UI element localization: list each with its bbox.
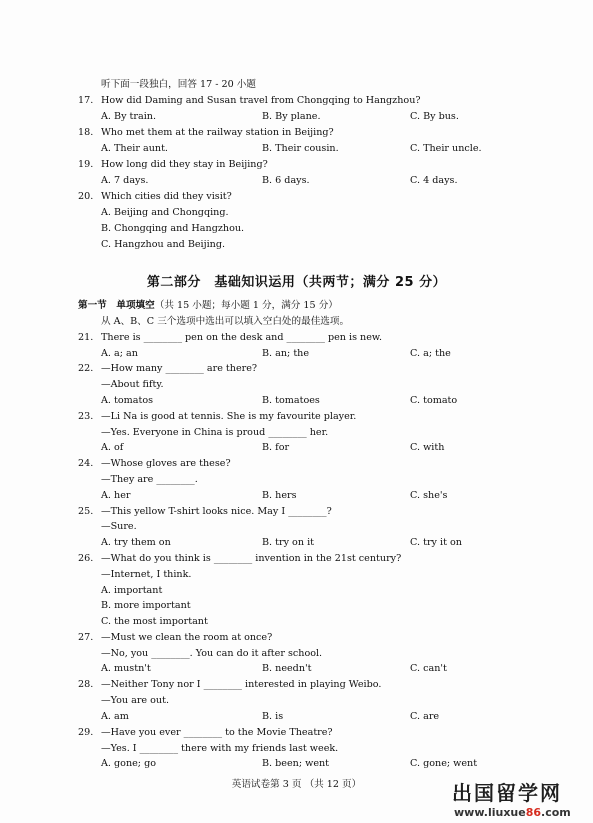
question-text: —Neither Tony nor I ________ interested in playing Weibo.: [101, 679, 382, 690]
answer-option: A. 7 days.: [101, 175, 149, 186]
answer-option: A. tomatos: [101, 395, 154, 406]
question-number: 20.: [78, 191, 94, 202]
answer-option: B. for: [262, 442, 290, 453]
question-number: 23.: [78, 411, 94, 422]
question-text: Which cities did they visit?: [101, 191, 232, 202]
answer-option: A. her: [101, 490, 131, 501]
question-text: —What do you think is ________ invention in the 21st century?: [101, 553, 402, 564]
question-number: 24.: [78, 458, 94, 469]
watermark-title: 出国留学网: [452, 781, 562, 805]
question-text: —Internet, I think.: [101, 569, 192, 580]
answer-option: C. Hangzhou and Beijing.: [101, 239, 226, 250]
question-text: —Must we clean the room at once?: [101, 632, 273, 643]
question-number: 25.: [78, 506, 94, 517]
question-number: 26.: [78, 553, 94, 564]
answer-option: C. tomato: [410, 395, 458, 406]
answer-option: C. Their uncle.: [410, 143, 482, 154]
answer-option: A. of: [101, 442, 124, 453]
question-number: 19.: [78, 159, 94, 170]
part-title: 第二部分 基础知识运用（共两节；满分 25 分）: [146, 275, 447, 290]
answer-option: C. with: [410, 442, 445, 453]
question-number: 28.: [78, 679, 94, 690]
question-text: —Li Na is good at tennis. She is my favourite player.: [101, 411, 357, 422]
answer-option: B. been; went: [262, 758, 330, 769]
answer-option: B. try on it: [262, 537, 314, 548]
answer-option: C. are: [410, 711, 440, 722]
section-label: 第一节 单项填空: [78, 300, 155, 311]
question-text: —No, you ________. You can do it after school.: [101, 648, 323, 659]
question-number: 27.: [78, 632, 94, 643]
question-text: There is ________ pen on the desk and ________ pen is new.: [101, 332, 383, 343]
answer-option: C. the most important: [101, 616, 208, 627]
listening-intro: 听下面一段独白，回答 17 - 20 小题: [101, 79, 256, 90]
question-number: 18.: [78, 127, 94, 138]
question-text: —Sure.: [101, 521, 137, 532]
question-text: —How many ________ are there?: [101, 363, 258, 374]
answer-option: C. she's: [410, 490, 448, 501]
answer-option: B. By plane.: [262, 111, 321, 122]
answer-option: A. important: [101, 585, 163, 596]
question-text: —Yes. Everyone in China is proud ________ her.: [101, 427, 329, 438]
page-footer: 英语试卷第 3 页 （共 12 页）: [231, 779, 362, 790]
answer-option: B. Chongqing and Hangzhou.: [101, 223, 245, 234]
answer-option: A. a; an: [101, 348, 138, 359]
question-text: How long did they stay in Beijing?: [101, 159, 268, 170]
answer-option: B. hers: [262, 490, 297, 501]
question-number: 22.: [78, 363, 94, 374]
answer-option: A. mustn't: [101, 663, 151, 674]
answer-option: C. try it on: [410, 537, 462, 548]
watermark-url: [454, 807, 571, 818]
answer-option: A. By train.: [101, 111, 157, 122]
answer-option: B. Their cousin.: [262, 143, 339, 154]
question-text: —They are ________.: [101, 474, 198, 485]
watermark-logo: [452, 783, 588, 821]
answer-option: B. 6 days.: [262, 175, 310, 186]
answer-option: A. Beijing and Chongqing.: [101, 207, 229, 218]
watermark-url-suffix: .com: [541, 806, 571, 819]
question-number: 17.: [78, 95, 94, 106]
question-number: 21.: [78, 332, 94, 343]
answer-option: B. is: [262, 711, 284, 722]
question-text: Who met them at the railway station in Beijing?: [101, 127, 334, 138]
answer-option: B. needn't: [262, 663, 312, 674]
answer-option: B. more important: [101, 600, 191, 611]
question-text: —This yellow T-shirt looks nice. May I ________?: [101, 506, 332, 517]
question-text: —Have you ever ________ to the Movie Theatre?: [101, 727, 333, 738]
answer-option: A. am: [101, 711, 129, 722]
question-text: —Yes. I ________ there with my friends last week.: [101, 743, 339, 754]
question-number: 29.: [78, 727, 94, 738]
answer-option: C. a; the: [410, 348, 451, 359]
answer-option: A. gone; go: [101, 758, 157, 769]
answer-option: B. tomatoes: [262, 395, 320, 406]
watermark-url-prefix: www.liuxue: [454, 806, 526, 819]
section-heading: [78, 301, 338, 311]
answer-option: C. can't: [410, 663, 447, 674]
watermark-url-number: 86: [525, 806, 542, 819]
section-instruction: 从 A、B、C 三个选项中选出可以填入空白处的最佳选项。: [101, 316, 350, 327]
answer-option: C. 4 days.: [410, 175, 458, 186]
answer-option: C. By bus.: [410, 111, 459, 122]
answer-option: C. gone; went: [410, 758, 478, 769]
answer-option: A. Their aunt.: [101, 143, 168, 154]
question-text: How did Daming and Susan travel from Chongqing to Hangzhou?: [101, 95, 421, 106]
answer-option: B. an; the: [262, 348, 310, 359]
question-text: —About fifty.: [101, 379, 164, 390]
question-text: —Whose gloves are these?: [101, 458, 231, 469]
question-text: —You are out.: [101, 695, 169, 706]
answer-option: A. try them on: [101, 537, 171, 548]
section-note: （共 15 小题；每小题 1 分，满分 15 分）: [154, 300, 338, 311]
